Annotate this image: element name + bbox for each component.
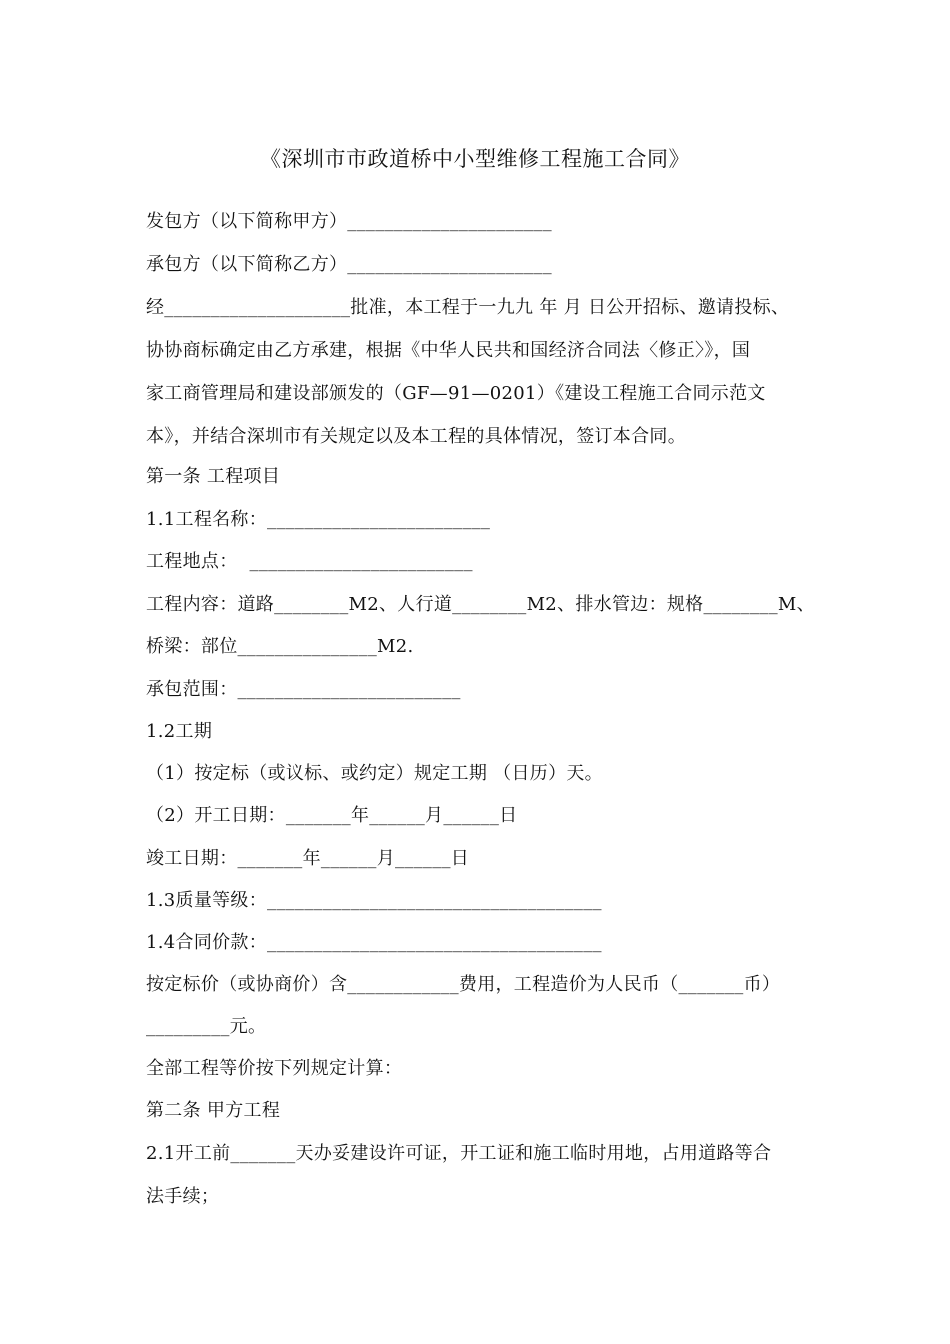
price-detail-line: 按定标价（或协商价）含____________费用，工程造价为人民币（_______币） [146, 974, 781, 995]
preamble-line-2: 协协商标确定由乙方承建，根据《中华人民共和国经济合同法〈修正〉》，国 [146, 340, 751, 361]
party-b-line: 承包方（以下简称乙方）______________________ [146, 254, 552, 275]
project-name-line: 1.1工程名称：________________________ [146, 509, 491, 530]
article-2-item-1-cont: 法手续； [146, 1186, 220, 1207]
preamble-line-4: 本》，并结合深圳市有关规定以及本工程的具体情况，签订本合同。 [146, 426, 686, 447]
bridge-line: 桥梁：部位_______________M2. [146, 636, 414, 657]
schedule-heading: 1.2工期 [146, 721, 213, 742]
preamble-line-3: 家工商管理局和建设部颁发的（GF—91—0201）《建设工程施工合同示范文 [146, 383, 766, 404]
completion-date-line: 竣工日期：_______年______月______日 [146, 848, 470, 869]
contract-scope-line: 承包范围：________________________ [146, 679, 461, 700]
pricing-rule-line: 全部工程等价按下列规定计算： [146, 1058, 403, 1079]
article-2-item-1: 2.1开工前_______天办妥建设许可证，开工证和施工临时用地，占用道路等合 [146, 1143, 772, 1164]
start-date-line: （2）开工日期：_______年______月______日 [146, 805, 518, 826]
price-amount-line: _________元。 [146, 1016, 267, 1037]
project-content-line: 工程内容：道路________M2、人行道________M2、排水管边：规格________M、 [146, 594, 815, 615]
document-title: 《深圳市市政道桥中小型维修工程施工合同》 [260, 147, 690, 171]
article-1-heading: 第一条 工程项目 [146, 466, 281, 487]
quality-grade-line: 1.3质量等级：____________________________________ [146, 890, 602, 911]
article-2-heading: 第二条 甲方工程 [146, 1100, 281, 1121]
schedule-item-1: （1）按定标（或议标、或约定）规定工期 （日历）天。 [146, 763, 603, 784]
contract-price-line: 1.4合同价款：____________________________________ [146, 932, 602, 953]
party-a-line: 发包方（以下简称甲方）______________________ [146, 211, 552, 232]
project-location-line: 工程地点： ________________________ [146, 551, 473, 572]
preamble-line-1: 经____________________批准，本工程于一九九 年 月 日公开招标、邀请投标、 [146, 297, 790, 318]
